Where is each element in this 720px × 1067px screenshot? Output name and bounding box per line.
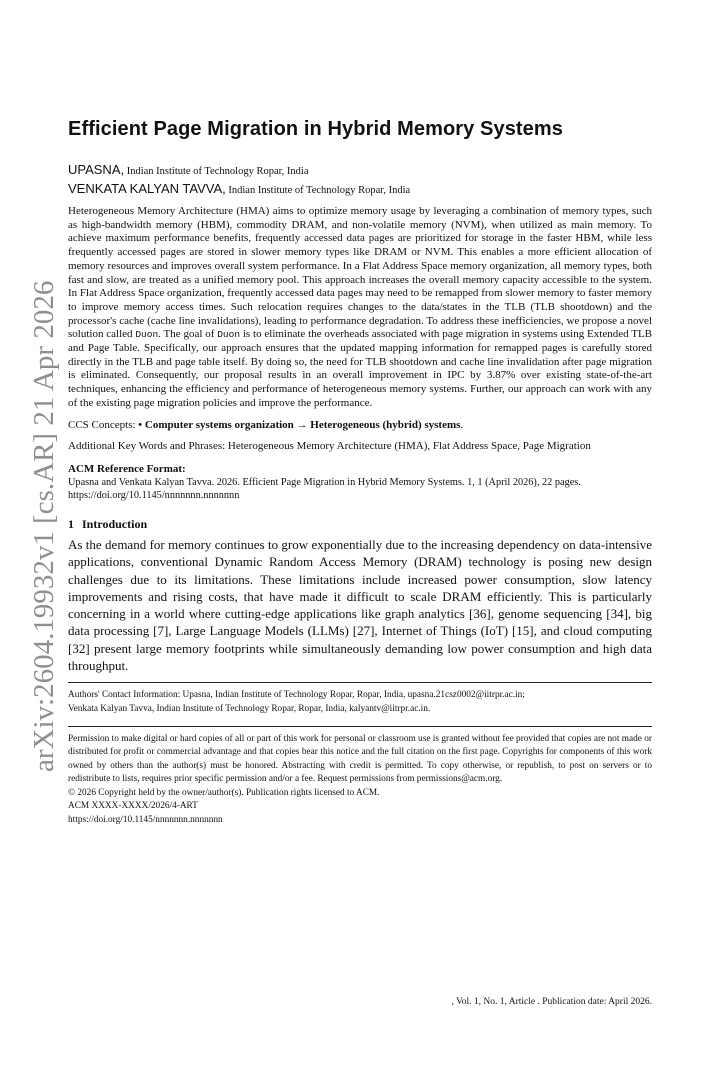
system-name: Duon [135, 329, 159, 341]
ccs-concepts [68, 419, 652, 433]
author-name: VENKATA KALYAN TAVVA, [68, 181, 226, 196]
arxiv-identifier-stamp: arXiv:2604.19932v1 [cs.AR] 21 Apr 2026 [28, 280, 60, 772]
system-name: Duon [217, 329, 241, 341]
paper-title: Efficient Page Migration in Hybrid Memory Systems [68, 118, 564, 140]
paper-page [68, 118, 652, 828]
ccs-end: . [460, 418, 464, 431]
keywords-text: Heterogeneous Memory Architecture (HMA), Flat Address Space, Page Migration [227, 440, 591, 453]
section-heading [68, 517, 652, 532]
keywords [68, 440, 652, 454]
footnote-divider [68, 682, 652, 683]
abstract-text: . The goal of [158, 328, 218, 341]
reference-format-heading: ACM Reference Format: [68, 462, 186, 475]
footnote-divider [68, 726, 652, 727]
doi-line: https://doi.org/10.1145/nnnnnnn.nnnnnnn [68, 815, 223, 826]
contact-line: Authors' Contact Information: Upasna, Indian Institute of Technology Ropar, Ropar, India, upasna.21csz0002@iitrpr.ac.in; [68, 690, 525, 701]
author-entry [68, 161, 652, 180]
section-title: Introduction [82, 516, 148, 531]
author-list [68, 161, 652, 199]
author-affiliation: Indian Institute of Technology Ropar, India [126, 166, 309, 177]
reference-format-text: Upasna and Venkata Kalyan Tavva. 2026. Efficient Page Migration in Hybrid Memory Systems. 1, 1 (April 2026), 22 pages. https://doi.org/10.1145/nnnnnnn.nnnnnnn [68, 476, 581, 502]
copyright-line: © 2026 Copyright held by the owner/author(s). Publication rights licensed to ACM. [68, 787, 380, 798]
abstract [68, 205, 652, 411]
introduction-paragraph: As the demand for memory continues to grow exponentially due to the increasing dependency on data-intensive applications, conventional Dynamic Random Access Memory (DRAM) technology is posing new design challenges due to its limitations. These limitations include increased power consumption, slow latency improvements and rising costs, that have made it difficult to scale DRAM efficiently. This is particularly concerning in a world where cutting-edge applications like graph analytics [36], genome sequencing [34], big data processing [7], Large Language Models (LLMs) [27], Internet of Things (IoT) [15], and cloud computing [32] present large memory footprints while simultaneously demanding low power consumption and high data throughput. [68, 536, 652, 674]
permission-notice: Permission to make digital or hard copies of all or part of this work for personal or classroom use is granted without fee provided that copies are not made or distributed for profit or commercial advantage and that copies bear this notice and the full citation on the first page. Copyrights for components of this work owned by others than the author(s) must be honored. Abstracting with credit is permitted. To copy otherwise, or republish, to post on servers or to redistribute to lists, requires prior specific permission and/or a fee. Request permissions from permissions@acm.org. [68, 733, 652, 785]
contact-line: Venkata Kalyan Tavva, Indian Institute of Technology Ropar, Ropar, India, kalyantv@iitrpr.ac.in. [68, 703, 431, 714]
author-name: UPASNA, [68, 162, 125, 177]
contact-information [68, 689, 652, 716]
keywords-label: Additional Key Words and Phrases: [68, 440, 228, 453]
ccs-concept: • Computer systems organization → Heterogeneous (hybrid) systems [138, 418, 461, 431]
author-entry [68, 180, 652, 199]
issn-line: ACM XXXX-XXXX/2026/4-ART [68, 801, 198, 812]
author-affiliation: Indian Institute of Technology Ropar, India [228, 185, 411, 196]
page-footer: , Vol. 1, No. 1, Article . Publication date: April 2026. [451, 997, 652, 1007]
abstract-text: Heterogeneous Memory Architecture (HMA) aims to optimize memory usage by leveraging a combination of memory types, such as high-bandwidth memory (HBM), commodity DRAM, and non-volatile memory (NVM), when utilized as main memory. To achieve maximum performance benefits, frequently accessed data pages are prioritized for storage in the faster HBM, while less frequently accessed pages are stored in slower memory types like DRAM or NVM. This enables a more efficient allocation of memory resources and improves overall system performance. In a Flat Address Space memory organization, all memory types, both fast and slow, are treated as a unified memory pool. This approach increases the overall memory capacity accessible to the system. In Flat Address Space organization, frequently accessed data pages may need to be remapped from slower memory to faster memory to improve memory access times. Such relocation requires changes to the data/states in the TLB (TLB shootdown) and the processor's cache (cache line invalidations), leading to performance degradation. To address these inefficiencies, we propose a novel solution called [68, 205, 652, 341]
ccs-label: CCS Concepts: [68, 418, 139, 431]
section-number: 1 [68, 516, 74, 531]
abstract-text: is to eliminate the overheads associated with page migration in systems using Extended TLB and Page Table. Specifically, our approach ensures that the updated mapping information for remapped pages is carefully stored directly in the TLB and page table itself. By doing so, the need for TLB shootdown and cache line invalidation after page migration is eliminated. Consequently, our proposal results in an overall improvement in IPC by 3.87% over existing state-of-the-art techniques, enhancing the efficiency and performance of heterogeneous memory systems. Further, our approach can work with any of the existing page migration policies and improve the performance. [68, 328, 652, 409]
